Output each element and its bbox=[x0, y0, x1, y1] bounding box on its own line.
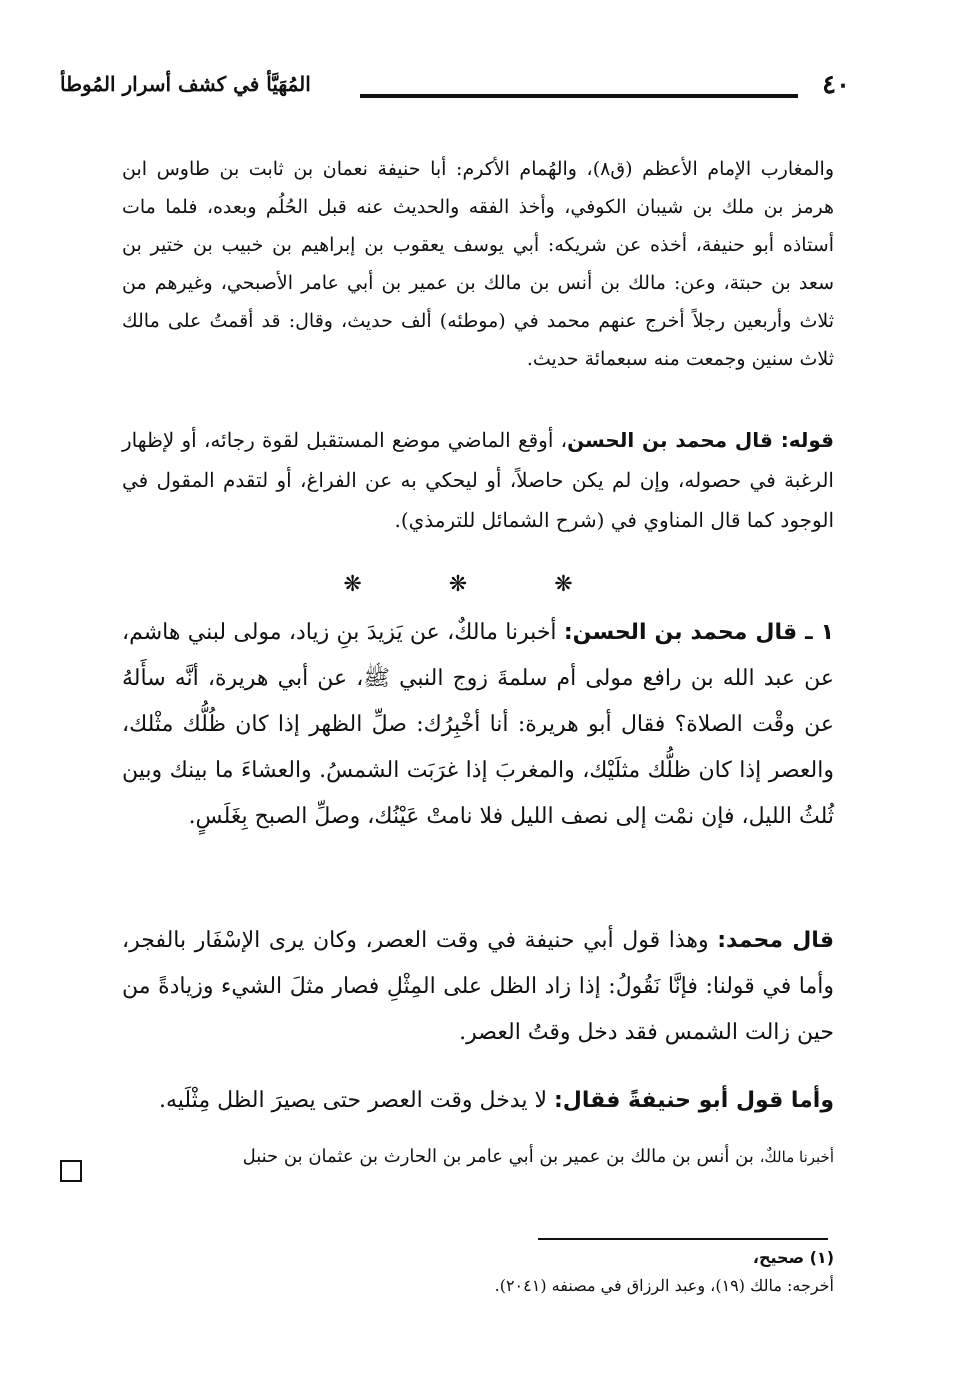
footnote-marker: (١) صحيح، bbox=[752, 1248, 834, 1267]
footnote-text: أخرجه: مالك (١٩)، وعبد الرزاق في مصنفه (٢٠٤١). bbox=[494, 1276, 834, 1295]
paragraph-biography: والمغارب الإمام الأعظم (ق٨)، والهُمام الأكرم: أبا حنيفة نعمان بن ثابت بن طاوس ابن هرمز بن ملك بن شيبان الكوفي، وأخذ الفقه والحديث عنه قبل الحُلُم وبعده، فلما مات أستاذه أبو حنيفة، أخذه عن شريكه: أبي يوسف يعقوب بن إبراهيم بن خبيب بن ختير بن سعد بن حبتة، وعن: مالك بن أنس بن مالك بن عمير بن أبي عامر الأصبحي، وغيرهم من ثلاث وأربعين رجلاً أخرج عنهم محمد في (موطئه) ألف حديث، وقال: قد أقمتُ على مالك ثلاث سنين وجمعت منه سبعمائة حديث. bbox=[122, 158, 835, 370]
narrator-chain-sup: أخبرنا مالكٌ، bbox=[759, 1148, 834, 1166]
paragraph-abu-hanifa-text: لا يدخل وقت العصر حتى يصيرَ الظل مِثْلَيه. bbox=[158, 1088, 547, 1113]
footnote bbox=[122, 1244, 834, 1300]
header-rule bbox=[360, 94, 798, 98]
checkbox-square-icon bbox=[60, 1160, 82, 1182]
footnote-rule bbox=[538, 1238, 828, 1240]
narrator-chain bbox=[122, 1140, 834, 1174]
book-title: المُهَيَّأ في كشف أسرار المُوطأ bbox=[60, 72, 311, 96]
paragraph-muhammad-text: وهذا قول أبي حنيفة في وقت العصر، وكان يرى الإسْفَار بالفجر، وأما في قولنا: فإنَّا نَقُولُ: إذا زاد الظل على المِثْلِ فصار مثلَ الشيء وزيادةً من حين زالت الشمس فقد دخل وقتُ العصر. bbox=[122, 928, 834, 1045]
page-number: ٤٠ bbox=[822, 70, 850, 100]
narrator-chain-text: بن أنس بن مالك بن عمير بن أبي عامر بن الحارث بن عثمان بن حنبل bbox=[242, 1146, 754, 1167]
paragraph-hadith bbox=[122, 610, 834, 840]
paragraph-hadith-lead: ١ ـ قال محمد بن الحسن: bbox=[563, 620, 835, 645]
paragraph-commentary bbox=[122, 420, 834, 540]
paragraph-hadith-text: أخبرنا مالكٌ، عن يَزيدَ بنِ زياد، مولى لبني هاشم، عن عبد الله بن رافع مولى أم سلمةَ زوج النبي ﷺ، عن أبي هريرة، أنَّه سأَلهُ عن وقْت الصلاة؟ فقال أبو هريرة: أنا أخْبِرُك: صلِّ الظهر إذا كان ظُلُّك مثْلك، والعصر إذا كان ظلُّك مثلَيْك، والمغربَ إذا غرَبَت الشمسُ. والعشاءَ ما بينك وبين ثُلثُ الليل، فإن نمْت إلى نصف الليل فلا نامتْ عَيْنُك، وصلِّ الصبح بِغَلَسٍ. bbox=[122, 620, 834, 829]
paragraph-commentary-lead: قوله: قال محمد بن الحسن bbox=[567, 428, 834, 452]
page-header bbox=[60, 70, 850, 110]
paragraph-muhammad bbox=[122, 918, 834, 1056]
section-divider-stars: ❋ ❋ ❋ bbox=[343, 572, 613, 597]
paragraph-abu-hanifa-lead: وأما قول أبو حنيفةً فقال: bbox=[554, 1088, 834, 1113]
paragraph-muhammad-lead: قال محمد: bbox=[717, 928, 834, 953]
paragraph-commentary-text: ، أوقع الماضي موضع المستقبل لقوة رجائه، أو لإظهار الرغبة في حصوله، وإن لم يكن حاصلاً، أو ليحكي به عن الفراغ، أو لتقدم المقول في الوجود كما قال المناوي في (شرح الشمائل للترمذي). bbox=[122, 428, 834, 532]
paragraph-abu-hanifa bbox=[122, 1078, 834, 1124]
